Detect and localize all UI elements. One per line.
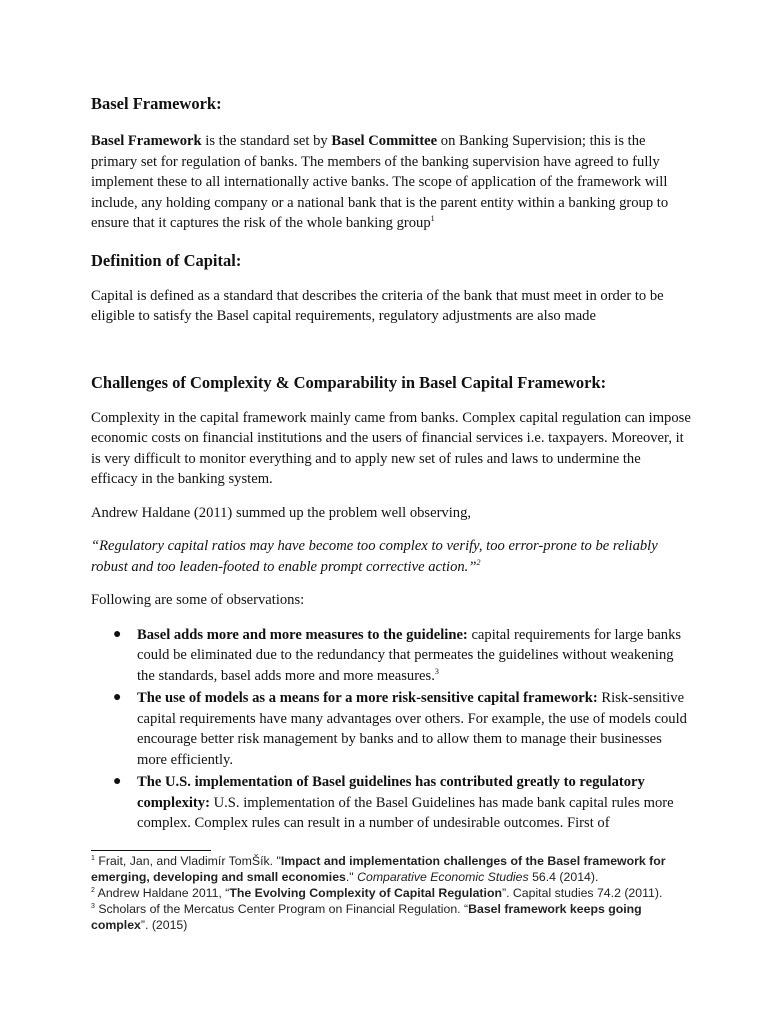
bullet-icon: ● [113, 774, 122, 789]
footnote-1: $^1$ Frait, Jan, and Vladimír TomŠík. "Impact and implementation challenges of the Basel framework for emerging, developing and small economies." Comparative Economic Studies 56.4 (2014). [91, 854, 666, 884]
bullet-icon: ● [113, 690, 122, 705]
paragraph-definition: Capital is defined as a standard that describes the criteria of the bank that must meet in order to be eligible to satisfy the Basel capital requirements, regulatory adjustments are also made [91, 287, 664, 324]
footnote-ref[interactable]: 2 [476, 557, 481, 567]
footnote-ref[interactable]: 1 [430, 214, 435, 224]
footnote-3: $^3$ Scholars of the Mercatus Center Program on Financial Regulation. “Basel framework keeps going complex”. (2015) [91, 902, 642, 932]
quote-haldane: “Regulatory capital ratios may have become too complex to verify, too error-prone to be reliably robust and too leaden-footed to enable prompt corrective action.”$^2$ [91, 538, 658, 575]
paragraph-complexity: Complexity in the capital framework mainly came from banks. Complex capital regulation can impose economic costs on financial institutions and the users of financial services i.e. taxpayers. Moreover, it is very difficult to monitor everything and to apply new set of rules and laws to undermine the efficacy in the banking system. [91, 409, 691, 487]
heading-challenges: Challenges of Complexity & Comparability in Basel Capital Framework: [91, 372, 607, 392]
list-item: ● Basel adds more and more measures to the guideline: capital requirements for large banks could be eliminated due to the redundancy that permeates the guidelines without weakening the standards, basel adds more and more measures.$^3$ [113, 626, 682, 684]
heading-definition-of-capital: Definition of Capital: [91, 250, 242, 270]
paragraph-haldane: Andrew Haldane (2011) summed up the problem well observing, [91, 504, 472, 521]
paragraph-basel-framework: Basel Framework is the standard set by Basel Committee on Banking Supervision; this is the primary set for regulation of banks. The members of the banking supervision have agreed to fully implement these to all internationally active banks. The scope of application of the framework will include, any holding company or a national bank that is the parent entity within a banking group to ensure that it captures the risk of the whole banking group$^1$ [91, 133, 669, 231]
bold-term: Basel Framework [91, 133, 202, 149]
document-body [91, 94, 691, 836]
heading-basel-framework: Basel Framework: [91, 94, 222, 113]
footnote-2: $^2$ Andrew Haldane 2011, “The Evolving Complexity of Capital Regulation”. Capital studies 74.2 (2011). [91, 886, 663, 900]
footnote-separator [91, 850, 211, 851]
bold-term: Basel Committee [331, 133, 438, 149]
paragraph-observations-intro: Following are some of observations: [91, 592, 305, 608]
list-item: ● The U.S. implementation of Basel guidelines has contributed greatly to regulatory complexity: U.S. implementation of the Basel Guidelines has made bank capital rules more complex. Complex rules can result in a number of undesirable outcomes. First of [113, 774, 674, 831]
bullet-icon: ● [113, 626, 122, 642]
list-item: ● The use of models as a means for a more risk-sensitive capital framework: Risk-sensitive capital requirements have many advantages over others. For example, the use of models could encourage better risk management by banks and to allow them to manage their businesses more efficiently. [113, 690, 687, 768]
footnote-ref[interactable]: 3 [434, 666, 439, 676]
footnotes [91, 853, 691, 933]
observations-list [91, 625, 691, 834]
